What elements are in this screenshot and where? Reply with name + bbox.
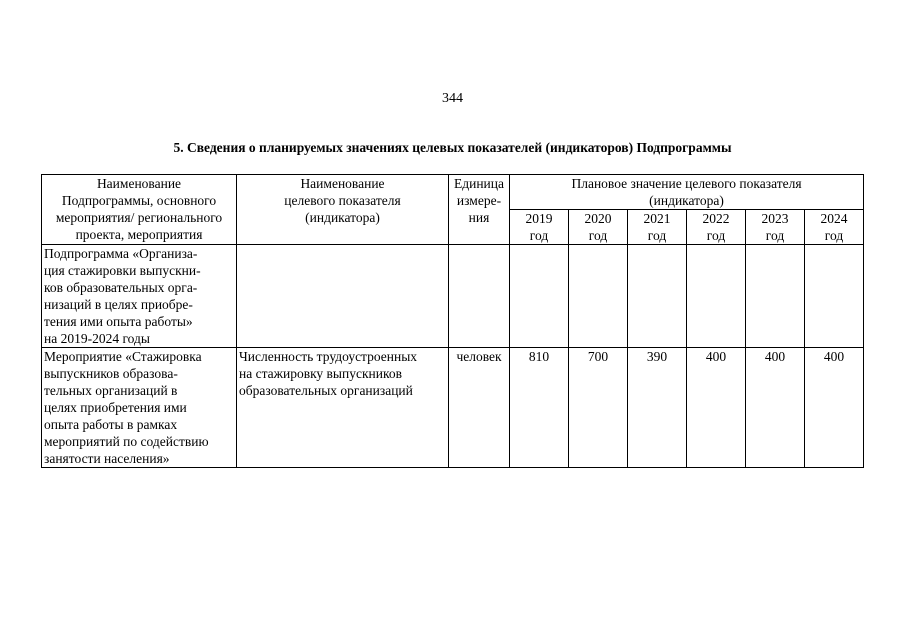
row-unit: человек (449, 348, 510, 468)
row-value (746, 245, 805, 348)
page-number: 344 (442, 91, 463, 106)
row-indicator: Численность трудоустроенных на стажировку выпускников образовательных организаций (237, 348, 449, 468)
header-year: 2024 год (805, 210, 864, 245)
row-value (805, 245, 864, 348)
row-value: 390 (628, 348, 687, 468)
header-planned-value: Плановое значение целевого показателя (индикатора) (510, 175, 864, 210)
table-row (42, 348, 864, 468)
row-value: 400 (746, 348, 805, 468)
header-year: 2021 год (628, 210, 687, 245)
row-name: Подпрограмма «Организа- ция стажировки выпускни- ков образовательных орга- низаций в целях приобре- тения ими опыта работы» на 2019-2024 годы (42, 245, 237, 348)
header-year: 2020 год (569, 210, 628, 245)
header-indicator: Наименование целевого показателя (индикатора) (237, 175, 449, 245)
row-value (569, 245, 628, 348)
row-value (628, 245, 687, 348)
row-value (510, 245, 569, 348)
row-value (687, 245, 746, 348)
row-indicator (237, 245, 449, 348)
header-year: 2022 год (687, 210, 746, 245)
row-value: 810 (510, 348, 569, 468)
section-title: 5. Сведения о планируемых значениях целевых показателей (индикаторов) Подпрограммы (173, 140, 732, 155)
row-value: 700 (569, 348, 628, 468)
row-value: 400 (805, 348, 864, 468)
header-unit: Единица измере- ния (449, 175, 510, 245)
row-name: Мероприятие «Стажировка выпускников образова- тельных организаций в целях приобретения ими опыта работы в рамках мероприятий по содействию занятости населения» (42, 348, 237, 468)
row-value: 400 (687, 348, 746, 468)
indicators-table (41, 174, 864, 468)
table-row (42, 245, 864, 348)
header-row (42, 175, 864, 210)
row-unit (449, 245, 510, 348)
header-name: Наименование Подпрограммы, основного мероприятия/ регионального проекта, мероприятия (42, 175, 237, 245)
header-year: 2023 год (746, 210, 805, 245)
header-year: 2019 год (510, 210, 569, 245)
